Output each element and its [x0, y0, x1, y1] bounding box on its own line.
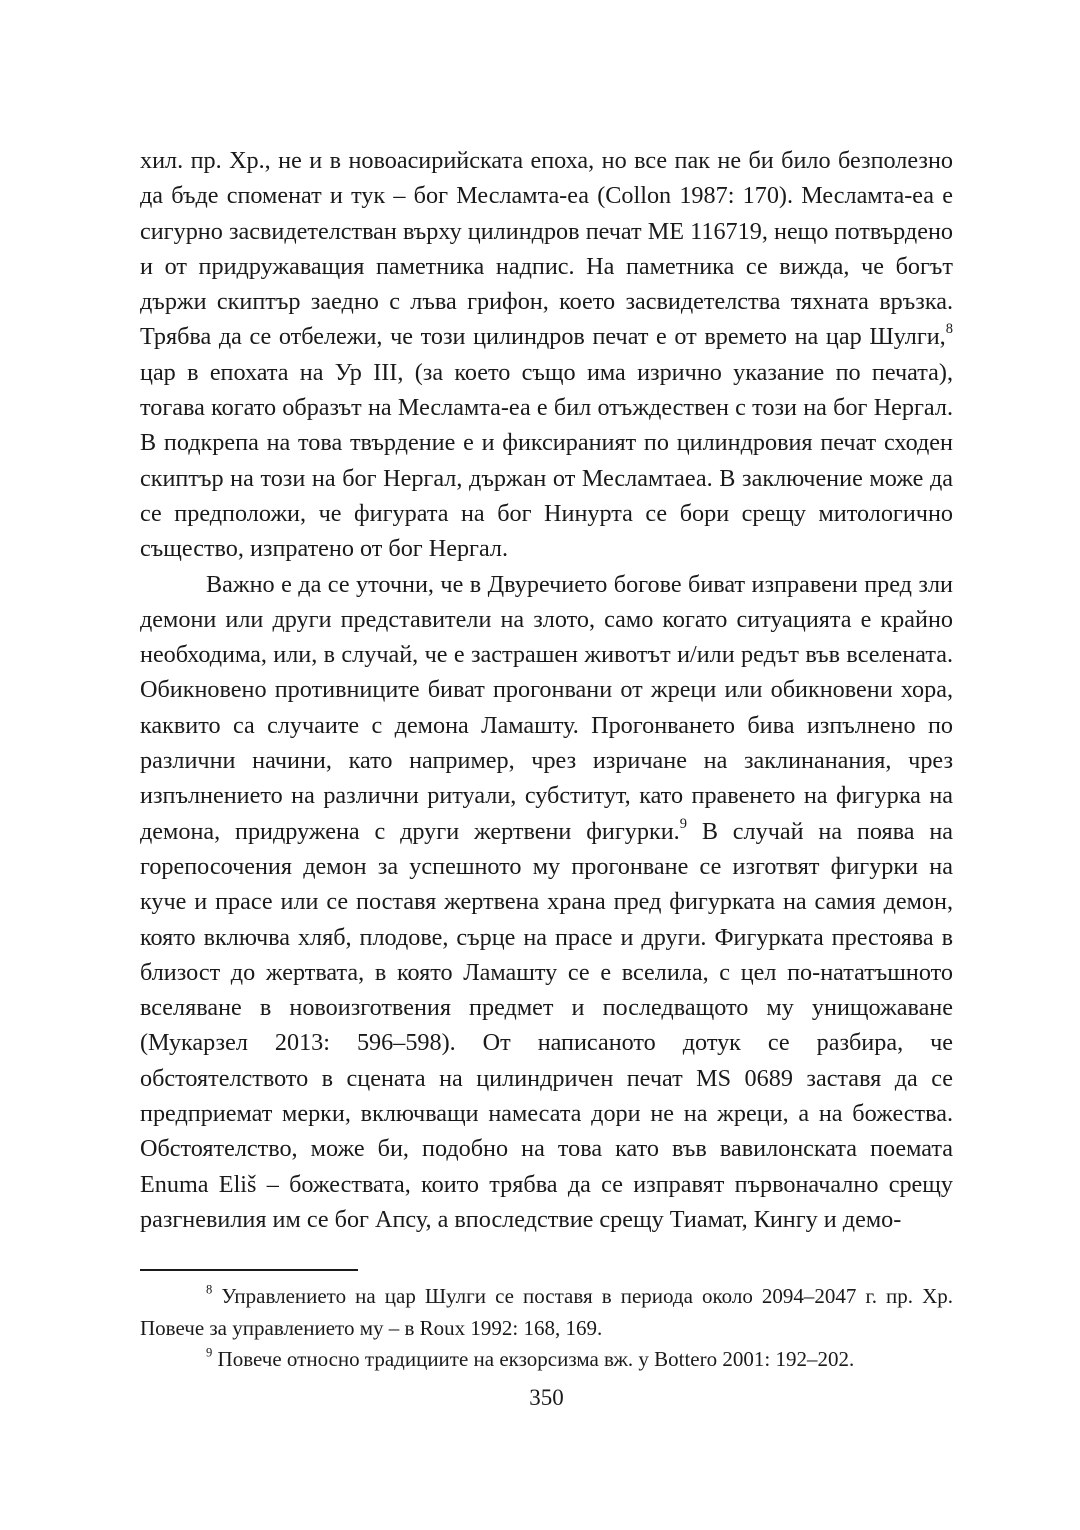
footnote-8-marker: 8: [206, 1282, 213, 1297]
body-text: [140, 143, 953, 1237]
footnote-8-text: Управлението на цар Шулги се поставя в периода около 2094–2047 г. пр. Хр. Повече за управлението му – в Roux 1992: 168, 169.: [140, 1284, 953, 1340]
paragraph-2-text-b: В случай на поява на горепосочения демон за успешното му прогонване се изготвят фигурки на куче и прасе или се поставя жертвена храна пред фигурката на самия демон, която включва хляб, плодове, сърце на прасе и други. Фигурката престоява в близост до жертвата, в която Ламашту се е вселила, с цел по-нататъшното вселяване в новоизготвения предмет и последващото му унищожаване (Мукарзел 2013: 596–598). От написаното дотук се разбира, че обстоятелството в сцената на цилиндричен печат MS 0689 заставя да се предприемат мерки, включващи намесата дори не на жреци, а на божества. Обстоятелство, може би, подобно на това като във вавилонската поемата Enuma Eliš – божествата, които трябва да се изправят първоначално срещу разгневилия им се бог Апсу, а впоследствие срещу Тиамат, Кингу и демо-: [140, 817, 954, 1233]
page-number: 350: [529, 1385, 564, 1410]
footnotes: [140, 1281, 953, 1376]
footnote-9: [140, 1344, 953, 1376]
footnote-9-text: Повече относно традициите на екзорсизма вж. у Bottero 2001: 192–202.: [212, 1347, 855, 1371]
paragraph-2: [140, 567, 953, 1238]
footnote-8: [140, 1281, 953, 1344]
paragraph-1-text-a: хил. пр. Хр., не и в новоасирийската епоха, но все пак не би било безполезно да бъде споменат и тук – бог Месламта-еа (Collon 1987: 170). Месламта-еа е сигурно засвидетелстван върху цилиндров печат ME 116719, нещо потвърдено и от придружаващия паметника надпис. На паметника се вижда, че богът държи скиптър заедно с лъва грифон, което засвидетелства тяхната връзка. Трябва да се отбележи, че този цилиндров печат е от времето на цар Шулги,: [140, 147, 953, 351]
paragraph-1-text-b: цар в епохата на Ур III, (за което също има изрично указание по печата), тогава когато образът на Месламта-еа е бил отъждествен с този на бог Нергал. В подкрепа на това твърдение е и фиксираният по цилиндровия печат сходен скиптър на този на бог Нергал, държан от Месламтаеа. В заключение може да се предположи, че фигурата на бог Нинурта се бори срещу митологично същество, изпратено от бог Нергал.: [140, 358, 953, 563]
footnote-separator: [140, 1269, 358, 1271]
book-page: [140, 0, 953, 1530]
paragraph-2-text-a: Важно е да се уточни, че в Двуречието богове биват изправени пред зли демони или други представители на злото, само когато ситуацията е крайно необходима, или, в случай, че е застрашен животът и/или редът във вселената. Обикновено противниците биват прогонвани от жреци или обикновени хора, каквито са случаите с демона Ламашту. Прогонването бива изпълнено по различни начини, като например, чрез изричане на заклинанания, чрез изпълнението на различни ритуали, субститут, като правенето на фигурка на демона, придружена с други жертвени фигурки.: [140, 570, 953, 845]
paragraph-1: [140, 143, 953, 567]
footnote-ref-9: 9: [679, 815, 687, 832]
footnote-9-marker: 9: [206, 1345, 213, 1360]
footnote-ref-8: 8: [945, 321, 953, 338]
